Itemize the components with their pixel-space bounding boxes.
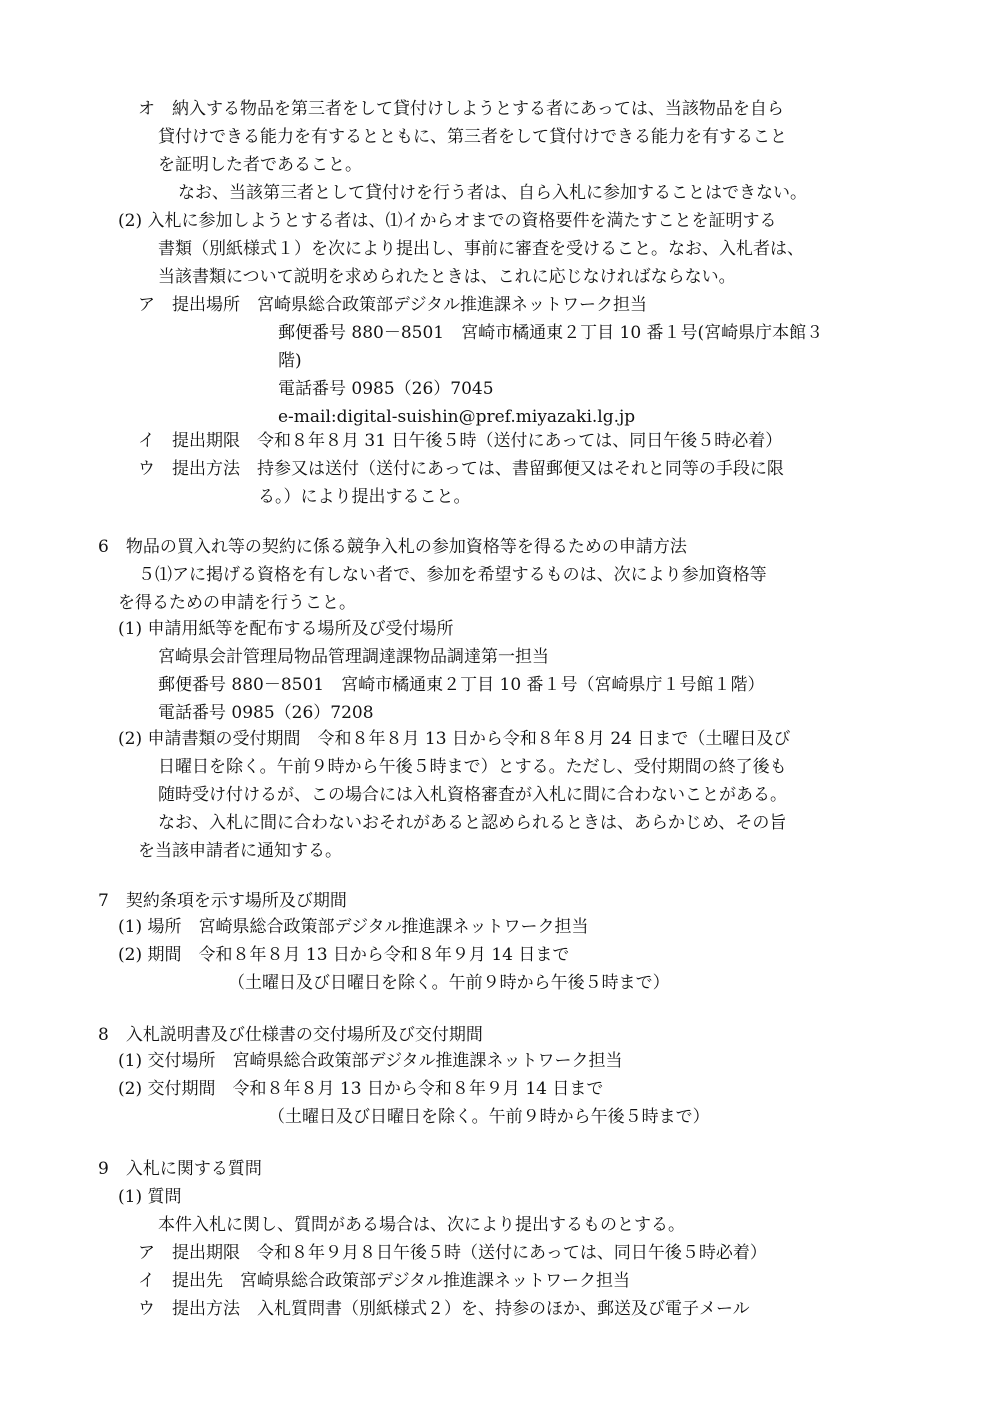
document-line: なお、入札に間に合わないおそれがあると認められるときは、あらかじめ、その旨: [158, 813, 787, 833]
document-line: 8 入札説明書及び仕様書の交付場所及び交付期間: [98, 1025, 483, 1045]
document-line: 日曜日を除く。午前９時から午後５時まで）とする。ただし、受付期間の終了後も: [158, 757, 787, 777]
document-line: なお、当該第三者として貸付けを行う者は、自ら入札に参加することはできない。: [178, 183, 807, 203]
document-line: ５⑴アに掲げる資格を有しない者で、参加を希望するものは、次により参加資格等: [138, 565, 767, 585]
document-line: （土曜日及び日曜日を除く。午前９時から午後５時まで）: [268, 1107, 710, 1127]
document-line: 9 入札に関する質問: [98, 1159, 262, 1179]
document-line: 郵便番号 880－8501 宮崎市橘通東２丁目 10 番１号(宮崎県庁本館３: [278, 323, 824, 343]
document-line: ア 提出場所 宮崎県総合政策部デジタル推進課ネットワーク担当: [138, 295, 647, 315]
document-line: 貸付けできる能力を有するとともに、第三者をして貸付けできる能力を有すること: [158, 127, 787, 147]
document-line: (1) 交付場所 宮崎県総合政策部デジタル推進課ネットワーク担当: [118, 1051, 623, 1071]
document-line: イ 提出先 宮崎県総合政策部デジタル推進課ネットワーク担当: [138, 1271, 630, 1291]
document-line: 電話番号 0985（26）7208: [158, 703, 374, 723]
document-line: （土曜日及び日曜日を除く。午前９時から午後５時まで）: [228, 973, 670, 993]
document-line: を得るための申請を行うこと。: [118, 593, 356, 613]
document-line: (1) 場所 宮崎県総合政策部デジタル推進課ネットワーク担当: [118, 917, 589, 937]
document-line: (2) 申請書類の受付期間 令和８年８月 13 日から令和８年８月 24 日まで（土曜日及び: [118, 729, 791, 749]
document-line: る。）により提出すること。: [258, 487, 471, 507]
document-line: 宮崎県会計管理局物品管理調達課物品調達第一担当: [158, 647, 549, 667]
document-line: 随時受け付けるが、この場合には入札資格審査が入札に間に合わないことがある。: [158, 785, 787, 805]
document-line: 書類（別紙様式１）を次により提出し、事前に審査を受けること。なお、入札者は、: [158, 239, 804, 259]
document-line: 電話番号 0985（26）7045: [278, 379, 494, 399]
document-line: ア 提出期限 令和８年９月８日午後５時（送付にあっては、同日午後５時必着）: [138, 1243, 767, 1263]
document-line: オ 納入する物品を第三者をして貸付けしようとする者にあっては、当該物品を自ら: [138, 99, 784, 119]
document-line: (2) 入札に参加しようとする者は、⑴イからオまでの資格要件を満たすことを証明する: [118, 211, 777, 231]
document-line: (1) 質問: [118, 1187, 182, 1207]
document-line: (2) 期間 令和８年８月 13 日から令和８年９月 14 日まで: [118, 945, 570, 965]
document-line: (1) 申請用紙等を配布する場所及び受付場所: [118, 619, 454, 639]
document-line: 郵便番号 880－8501 宮崎市橘通東２丁目 10 番１号（宮崎県庁１号館１階）: [158, 675, 765, 695]
document-line: 本件入札に関し、質問がある場合は、次により提出するものとする。: [158, 1215, 685, 1235]
document-line: (2) 交付期間 令和８年８月 13 日から令和８年９月 14 日まで: [118, 1079, 604, 1099]
document-line: 当該書類について説明を求められたときは、これに応じなければならない。: [158, 267, 736, 287]
document-line: イ 提出期限 令和８年８月 31 日午後５時（送付にあっては、同日午後５時必着）: [138, 431, 783, 451]
document-line: 階): [278, 351, 302, 371]
document-line: を証明した者であること。: [158, 155, 362, 175]
document-line: ウ 提出方法 入札質問書（別紙様式２）を、持参のほか、郵送及び電子メール: [138, 1299, 750, 1319]
document-line: を当該申請者に通知する。: [138, 841, 342, 861]
document-line: ウ 提出方法 持参又は送付（送付にあっては、書留郵便又はそれと同等の手段に限: [138, 459, 784, 479]
document-line: 7 契約条項を示す場所及び期間: [98, 891, 347, 911]
document-line: 6 物品の買入れ等の契約に係る競争入札の参加資格等を得るための申請方法: [98, 537, 687, 557]
document-line: e-mail:digital-suishin@pref.miyazaki.lg.jp: [278, 407, 636, 427]
